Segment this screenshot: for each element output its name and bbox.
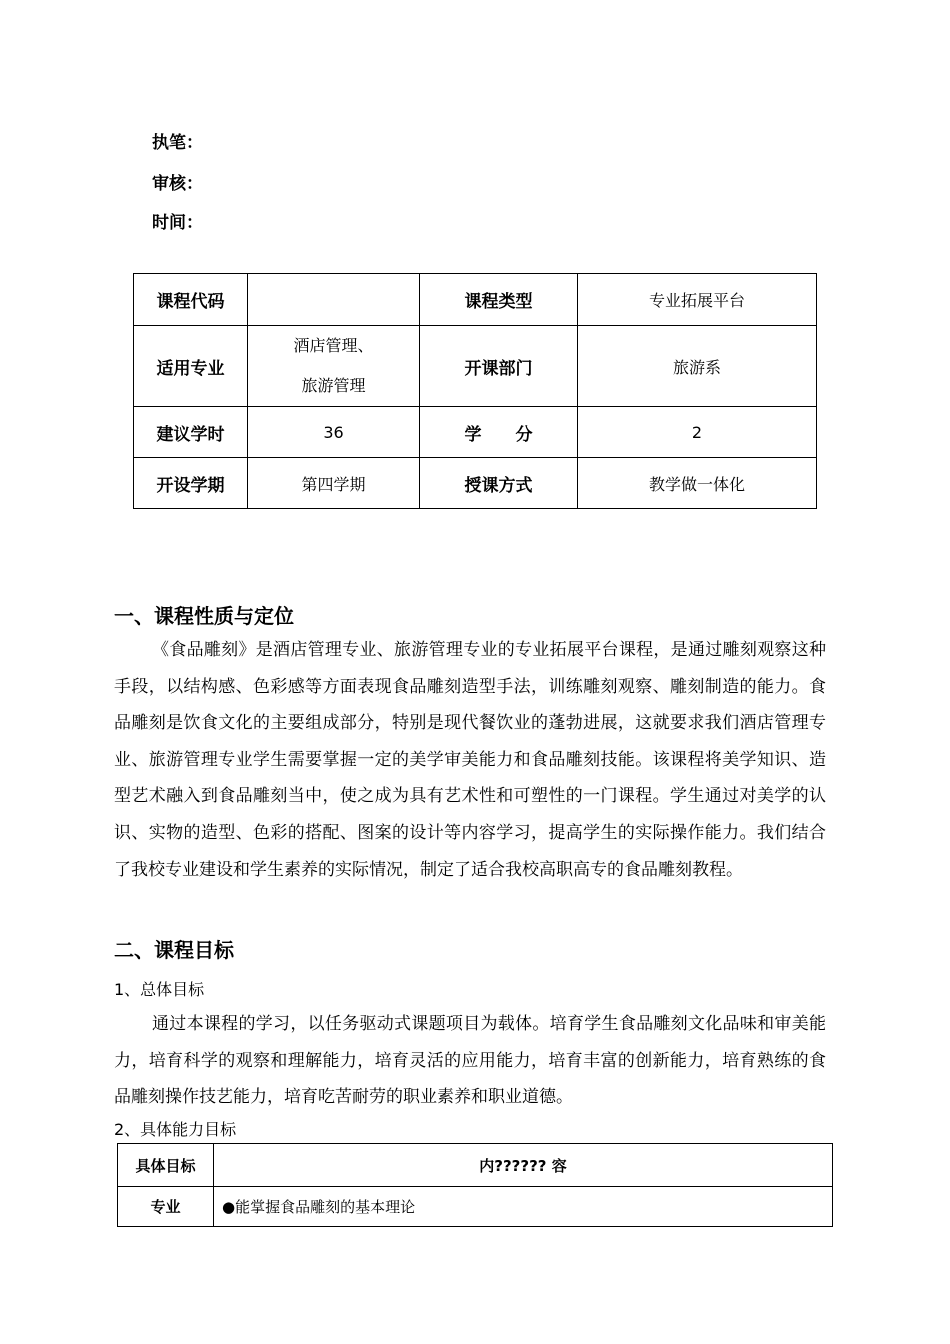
section1-body: 《食品雕刻》是酒店管理专业、旅游管理专业的专业拓展平台课程，是通过雕刻观察这种手段，以结构感、色彩感等方面表现食品雕刻造型手法，训练雕刻观察、雕刻制造的能力。食品雕刻是饮食文化的主要组成部分，特别是现代餐饮业的蓬勃进展，这就要求我们酒店管理专业、旅游管理专业学生需要掌握一定的美学审美能力和食品雕刻技能。该课程将美学知识、造型艺术融入到食品雕刻当中，使之成为具有艺术性和可塑性的一门课程。学生通过对美学的认识、实物的造型、色彩的搭配、图案的设计等内容学习，提高学生的实际操作能力。我们结合了我校专业建设和学生素养的实际情况，制定了适合我校高职高专的食品雕刻教程。 [114, 640, 826, 880]
major-value [248, 326, 420, 407]
major-line-2: 旅游管理 [301, 376, 366, 395]
goal-row1-col1: 专业 [118, 1187, 214, 1227]
section1-title: 一、课程性质与定位 [114, 604, 294, 628]
course-type-label: 课程类型 [420, 274, 578, 326]
goal-header-col2: 内?????? 容 [214, 1144, 833, 1187]
time-label: 时间： [152, 213, 203, 233]
overall-goal-body: 通过本课程的学习，以任务驱动式课题项目为载体。培育学生食品雕刻文化品味和审美能力，培育科学的观察和理解能力，培育灵活的应用能力，培育丰富的创新能力，培育熟练的食品雕刻操作技艺能力，培育吃苦耐劳的职业素养和职业道德。 [114, 1014, 826, 1108]
table-row [118, 1144, 833, 1187]
specific-goal-heading: 2、具体能力目标 [114, 1120, 237, 1139]
semester-value: 第四学期 [248, 458, 420, 509]
department-label: 开课部门 [420, 326, 578, 407]
credits-label: 学 分 [420, 407, 578, 458]
major-line-1: 酒店管理、 [293, 336, 374, 355]
author-label: 执笔： [152, 133, 203, 153]
teaching-mode-label: 授课方式 [420, 458, 578, 509]
hours-label: 建议学时 [134, 407, 248, 458]
goal-table [117, 1143, 833, 1227]
table-row [134, 274, 817, 326]
goal-header-col1: 具体目标 [118, 1144, 214, 1187]
table-row [134, 326, 817, 407]
hours-value: 36 [248, 407, 420, 458]
course-code-value [248, 274, 420, 326]
course-code-label: 课程代码 [134, 274, 248, 326]
review-label: 审核： [152, 174, 203, 194]
course-info-table [133, 273, 817, 509]
table-row [134, 458, 817, 509]
section2-title: 二、课程目标 [114, 938, 234, 962]
major-label: 适用专业 [134, 326, 248, 407]
overall-goal-heading: 1、总体目标 [114, 980, 205, 999]
department-value: 旅游系 [578, 326, 817, 407]
teaching-mode-value: 教学做一体化 [578, 458, 817, 509]
semester-label: 开设学期 [134, 458, 248, 509]
table-row [118, 1187, 833, 1227]
credits-value: 2 [578, 407, 817, 458]
table-row [134, 407, 817, 458]
course-type-value: 专业拓展平台 [578, 274, 817, 326]
goal-row1-col2: ●能掌握食品雕刻的基本理论 [214, 1187, 833, 1227]
